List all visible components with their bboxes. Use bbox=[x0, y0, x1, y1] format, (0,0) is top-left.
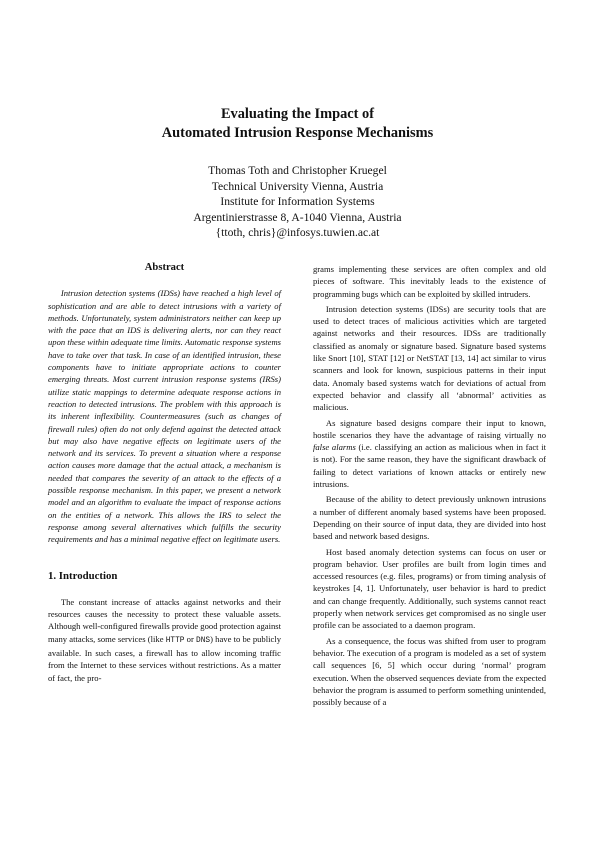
body-paragraph-host-based: Host based anomaly detection systems can focus on user or program behavior. User profiles are built from login times and accessed resources (e.g. files, programs) or from timing analysis of keystrokes [4, 1]. Unfortunately, user behavior is hard to predict and can change frequently. Additionally, such systems cannot react properly when network services get compromised as no single user profile can be associated to a daemon program. bbox=[313, 546, 546, 631]
author-names: Thomas Toth and Christopher Kruegel bbox=[208, 164, 387, 177]
body-paragraph-program-behavior: As a consequence, the focus was shifted from user to program behavior. The execution of a program is modeled as a set of system call sequences [6, 5] which occur during ‘normal’ program execution. When the observed sequences deviate from the expected behavior the program is assumed to perform something unintended, possibly because of a bbox=[313, 635, 546, 708]
paper-title bbox=[0, 105, 595, 143]
body-paragraph-anomaly: Because of the ability to detect previously unknown intrusions a number of different anomaly based systems have been proposed. Depending on their source of input data, they are divided into host based and network based designs. bbox=[313, 494, 546, 542]
signature-text-b: (i.e. classifying an action as malicious when in fact it is not). For the same reason, they have the significant drawback of failing to detect variations of known attacks or entirely new intrusions. bbox=[313, 442, 546, 490]
signature-text-a: As signature based designs compare their input to known, hostile scenarios they have the advantage of raising virtually no bbox=[313, 417, 546, 440]
intro-text-c: ) have to be publicly available. In such cases, a firewall has to allow incoming traffic from the Internet to these services without restrictions. As a matter of fact, the pro- bbox=[48, 633, 281, 683]
left-column bbox=[48, 260, 281, 687]
intro-text-b: or bbox=[184, 633, 197, 644]
introduction-heading: 1. Introduction bbox=[48, 569, 118, 582]
affiliation-university: Technical University Vienna, Austria bbox=[211, 179, 384, 193]
abstract-heading: Abstract bbox=[144, 262, 185, 273]
affiliation-institute: Institute for Information Systems bbox=[220, 195, 375, 209]
body-paragraph-ids: Intrusion detection systems (IDSs) are security tools that are used to detect traces of malicious activities which are targeted against networks and their resources. IDSs are traditionally classified as anomaly or signature based. Signature based systems like Snort [10], STAT [12] or NetSTAT [13, 14] act similar to virus scanners and look for known, suspicious patterns in their input data. Anomaly based systems watch for deviations of actual from expected behavior and classify all ‘abnormal’ activities as malicious. bbox=[313, 303, 546, 413]
body-paragraph-continued: grams implementing these services are often complex and old pieces of software. This inevitably leads to the existence of programming bugs which can be exploited by skilled intruders. bbox=[313, 264, 546, 299]
introduction-paragraph bbox=[48, 596, 281, 684]
affiliation-address: Argentinierstrasse 8, A-1040 Vienna, Austria bbox=[193, 210, 402, 224]
body-paragraph-signature bbox=[313, 417, 546, 491]
title-line-1: Evaluating the Impact of bbox=[220, 106, 375, 122]
false-alarms-term: false alarms bbox=[313, 442, 356, 453]
author-email: {ttoth, chris}@infosys.tuwien.ac.at bbox=[215, 226, 380, 240]
intro-text-a: The constant increase of attacks against networks and their resources causes the necessity to protect these valuable assets. Although well-configured firewalls provide good protection against many attacks, some services (like bbox=[48, 596, 281, 644]
author-block bbox=[0, 163, 595, 241]
http-code: HTTP bbox=[165, 636, 185, 645]
title-line-2: Automated Intrusion Response Mechanisms bbox=[161, 125, 434, 141]
abstract-text: Intrusion detection systems (IDSs) have reached a high level of sophistication and are able to detect intrusions with a variety of methods. Unfortunately, system administrators neither can keep up with the pace that an IDS is delivering alerts, nor can they react upon these within adequate time limits. Automatic response systems have to take over that task. In case of an identified intrusion, these components have to initiate appropriate actions to counter emerging threats. Most current intrusion response systems (IRSs) utilize static mappings to determine adequate response actions in reaction to detected intrusions. The problem with this approach is its inherent inflexibility. Countermeasures (such as changes of firewall rules) often do not only defend against the detected attack but may also have negative effects on legitimate users of the network and its services. To prevent a situation where a response action causes more damage that the actual attack, a mechanism is needed that compares the severity of an attack to the effects of a possible response mechanism. In this paper, we present a network model and an algorithm to evaluate the impact of response actions on the entities of a network. This allows the IRS to select the response among several alternatives which fulfills the security requirements and has a minimal negative effect on legitimate users. bbox=[48, 288, 281, 545]
dns-code: DNS bbox=[196, 636, 211, 645]
right-column bbox=[313, 263, 546, 711]
